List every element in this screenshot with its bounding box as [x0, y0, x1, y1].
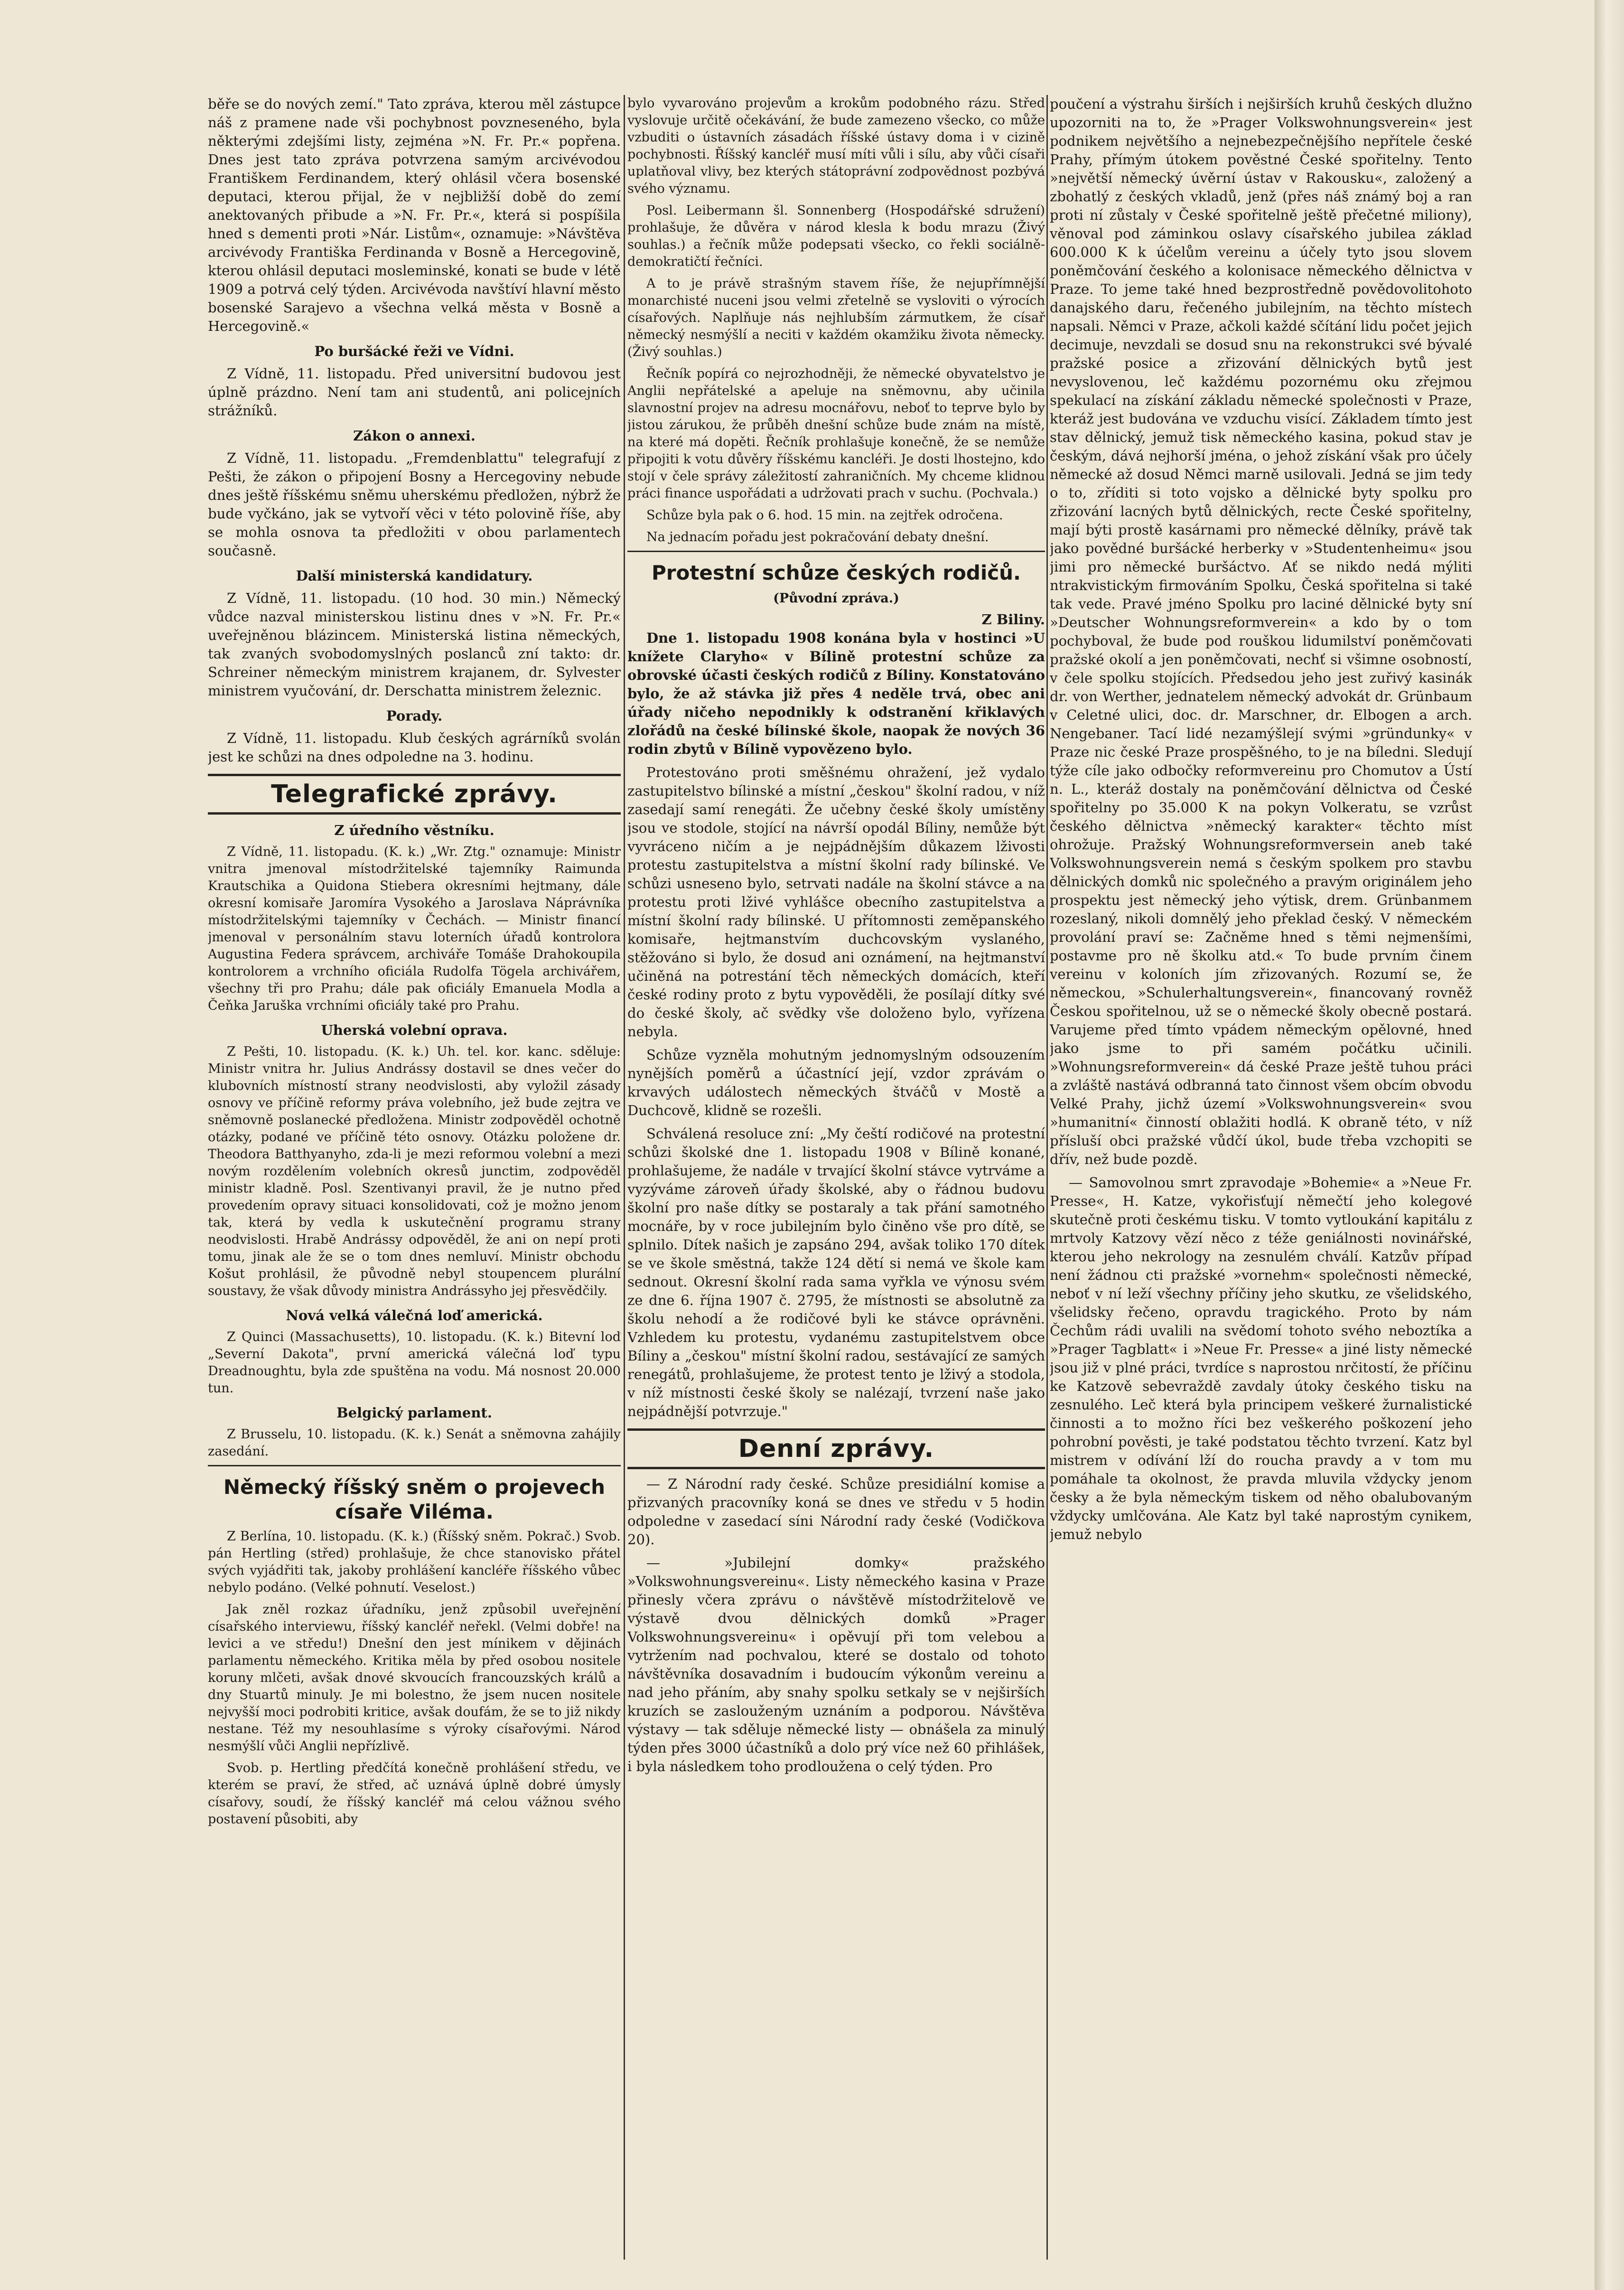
article-paragraph: — Samovolnou smrt zpravodaje »Bohemie« a »Neue Fr. Presse«, H. Katze, vykořisťují němečtí jeho kolegové skutečně proti českému tisku. V tomto vytloukání kapitálu z mrtvoly Katzovy vězí něco z téže geniálnosti novinářské, kterou jeho nekrology na zesnulém chválí. Katzův případ není žádnou cti pražské »vornehm« společnosti německé, neboť v ní leží všechny příčiny jeho skutku, ze všelidského, všelidsky řečeno, opravdu tragického. Proto by nám Čechům rádi uvalili na svědomí tohoto svého neboztíka a »Prager Tagblatt« i »Neue Fr. Presse« a jiné listy německé jsou již v plné práci, tvrdíce s naprostou nrčitostí, že příčinu ke Katzově sebevraždě zavdaly útoky českého tisku na zesnulého. Leč která byla principem veškeré žurnalistické činnosti a to možno říci bez veškerého poškození jeho pohrobní pověsti, je také podstatou těchto tvrzení. Katz byl mistrem v odívání lží do roucha pravdy a v tom mu pomáhale ta okolnost, že pravda mluvila vždycky jenom česky a že byla německým tiskem od něho obalubovaným vždycky umlčována. Ale Katz byl také naprostým cynikem, jemuž nebylo	[1050, 1174, 1472, 1542]
article-paragraph: Z Vídně, 11. listopadu. (10 hod. 30 min.) Německý vůdce nazval ministerskou listinu dnes v »N. Fr. Pr.« uveřejněnou blázincem. Ministerská listina německých, tak zvaných svobodomyslných poslanců zní takto: dr. Schreiner německým ministrem krajanem, dr. Sylvester ministrem vyučování, dr. Derschatta ministrem železnic.	[208, 590, 621, 699]
article-paragraph: Z Quinci (Massachusetts), 10. listopadu. (K. k.) Bitevní loď „Severní Dakota", první americká válečná loď typu Dreadnoughtu, byla zde spuštěna na vodu. Má nosnost 20.000 tun.	[208, 1330, 621, 1396]
dateline-place: Z Biliny.	[981, 611, 1045, 628]
article-paragraph: Posl. Leibermann šl. Sonnenberg (Hospodářské sdružení) prohlašuje, že důvěra v národ klesla k bodu mrazu (Živý souhlas.) a řečník může podepsati všecko, co řekli sociálně-demokratičtí řečníci.	[627, 203, 1045, 269]
article-paragraph: Z Brusselu, 10. listopadu. (K. k.) Senát a sněmovna zahájily zasedání.	[208, 1427, 621, 1459]
article-paragraph: Z Vídně, 11. listopadu. Klub českých agrárníků svolán jest ke schůzi na dnes odpoledne na 3. hodinu.	[208, 730, 621, 765]
page-edge	[1595, 0, 1624, 2290]
article-paragraph: běře se do nových zemí." Tato zpráva, kterou měl zástupce náš z pramene nade vši pochybnost povzneseného, byla některými zdejšími listy, zejména »N. Fr. Pr.« popřena. Dnes jest tato zpráva potvrzena samým arcivévodou Františkem Ferdinandem, který ohlásil včera bosenské deputaci, kterou přijal, že v nejbližší době do zemí anektovaných přibude a »N. Fr. Pr.«, která si pospíšila hned s dementi proti »Nár. Listům«, oznamuje: »Návštěva arcivévody Františka Ferdinanda v Bosně a Hercegovině, kterou ohlásil deputaci mosleminské, konati se bude v létě 1909 a potrvá celý týden. Arcivévoda navštíví hlavní město bosenské Sarajevo a všechna velká města v Bosně a Hercegovině.«	[208, 96, 621, 334]
divider	[208, 1465, 621, 1466]
article-paragraph: A to je právě strašným stavem říše, že nejupřímnější monarchisté nuceni jsou velmi zřetelně se vysloviti o výrocích císařových. Naplňuje nás nejhlubším zármutkem, že císař německý nesmýšlí a neciti v každém okamžiku života německy. (Živý souhlas.)	[627, 276, 1045, 359]
headline-subtitle: (Původní zpráva.)	[773, 591, 899, 606]
article-paragraph: Schůze byla pak o 6. hod. 15 min. na zejtřek odročena.	[646, 508, 1003, 523]
column-3	[1050, 95, 1472, 2260]
article-paragraph: Na jednacím pořadu jest pokračování debaty dnešní.	[646, 530, 989, 544]
column-2	[627, 95, 1045, 2260]
article-headline: Německý říšský sněm o projevech císaře Viléma.	[223, 1475, 606, 1523]
article-paragraph: Svob. p. Hertling předčítá konečně prohlášení středu, ve kterém se praví, že střed, ač uznává úplně dobré úmysly císařovy, soudí, že říšský kancléř má celou vážnou svého postavení působiti, aby	[208, 1761, 621, 1827]
subheading: Uherská volební oprava.	[321, 1022, 508, 1038]
subheading: Z úředního věstníku.	[334, 822, 495, 838]
article-paragraph: Řečník popírá co nejrozhodněji, že německé obyvatelstvo je Anglii nepřátelské a apeluje na sněmovnu, aby učinila slavnostní projev na adresu mocnářovu, neboť to teprve bylo by jistou zárukou, že průběh dnešní schůze bude znám na místě, na které má dopěti. Řečník prohlašuje konečně, že se nemůže připojiti k votu důvěry říšskému kancléři. Je dosti lhostejno, kdo stojí v čele správy záležitostí zahraničních. My chceme klidnou práci finance uspořádati a udržovati prach v suchu. (Pochvala.)	[627, 366, 1045, 501]
article-paragraph: Dne 1. listopadu 1908 konána byla v hostinci »U knížete Claryho« v Bílině protestní schůze za obrovské účasti českých rodičů z Bíliny. Konstatováno bylo, že až stávka již přes 4 neděle trvá, obec ani úřady ničeho nepodnikly k odstranění křiklavých zlořádů na české bílinské škole, naopak že nových 36 rodin zbytů v Bílině vypovězeno bylo.	[627, 630, 1045, 757]
article-paragraph: Jak zněl rozkaz úřadníku, jenž způsobil uveřejnění císařského interviewu, říšský kancléř neřekl. (Velmi dobře! na levici a ve středu!) Dnešní den jest mínikem v dějinách parlamentu německého. Kritika měla by před osobou nositele koruny mlčeti, avšak dnové skvoucích francouzských králů a dny Stuartů minuly. Je mi bolestno, že jsem nucen nositele nejvyšší moci podrobiti kritice, avšak doufám, že se to již nikdy nestane. Též my nesouhlasíme s výroky císařovými. Národ nesmýšlí vůči Anglii nepřízlivě.	[208, 1602, 621, 1754]
article-paragraph: bylo vyvarováno projevům a krokům podobného rázu. Střed vyslovuje určitě očekávání, že bude zamezeno všecko, co může vzbuditi o ústavních zásadách říšské ústavy doma i v cizině pochybnosti. Říšský kancléř musí míti vůli i sílu, aby vůči císaři uplatňoval vlivy, bez kterých státoprávní zodpovědnost pozbývá svého významu.	[627, 96, 1045, 196]
subheading: Po buršácké řeži ve Vídni.	[314, 343, 514, 359]
article-headline: Protestní schůze českých rodičů.	[651, 561, 1021, 584]
subheading: Zákon o annexi.	[353, 428, 476, 444]
article-paragraph: Protestováno proti směšnému ohražení, jež vydalo zastupitelstvo bílinské a místní „českou" školní radou, v níž zasedají samí renegáti. Že učebny české školy umístěny jsou ve stodole, stojící na návrší opodál Bíliny, nemůže být vyvráceno ničím a je nejpádnějším důkazem lživosti protestu zastupitelstva a místní školní rady bílinské. Ve schůzi usneseno bylo, setrvati nadále na školní stávce a na protestu proti lživé vyhlášce obecního zastupitelstva a místní školní rady bílinské. U přítomnosti zeměpanského komisaře, hejtmanstvím duchcovským vyslaného, stěžováno si bylo, že dosud ani oznámení, na hejtmanství učiněná na potrestání těch německých domácích, kteří české rodiny proto z bytu vypověděli, že posílají dítky své do české školy, ač svědky vše doloženo bylo, vyřízena nebyla.	[627, 764, 1045, 1040]
column-rule	[1046, 95, 1048, 2260]
article-paragraph: — »Jubilejní domky« pražského »Volkswohnungsvereinu«. Listy německého kasina v Praze přinesly včera zprávu o návštěvě místodržitelově ve výstavě dvou dělnických domků »Prager Volkswohnungsvereinu« i opěvují při tom velebou a vytržením nad pochvalou, které se dostalo od tohoto návštěvníka dosavadním i budoucím výkonům vereinu a nad jeho přáním, aby snahy spolku setkaly se v nejširších kruzích se zaslouženým uznáním a podporou. Návštěva výstavy — tak sděluje německé listy — obnášela za minulý týden přes 3000 účastníků a dolo prý více než 60 přihlášek, i byla následkem toho prodloužena o celý týden. Pro	[627, 1555, 1045, 1774]
article-paragraph: Z Berlína, 10. listopadu. (K. k.) (Říšský sněm. Pokrač.) Svob. pán Hertling (střed) prohlašuje, že chce stanovisko přátel svých vyjádřiti tak, jakoby prohlášení kancléře říšského vůbec nebylo podáno. (Velké pohnutí. Veselost.)	[208, 1529, 621, 1595]
section-title: Telegrafické zprávy.	[208, 774, 621, 815]
section-title: Denní zprávy.	[627, 1428, 1045, 1469]
article-paragraph: Schůze vyzněla mohutným jednomyslným odsouzením nynějších poměrů a účastnící její, vzdor zprávám o krvavých událostech německých štváčů v Mostě a Duchcově, klidně se rozešli.	[627, 1047, 1045, 1118]
article-paragraph: Z Vídně, 11. listopadu. „Fremdenblattu" telegrafují z Pešti, že zákon o připojení Bosny a Hercegoviny nebude dnes ještě říšskému sněmu uherskému předložen, nýbrž že bude vyčkáno, jak se vytvoří věci v této polovině říše, aby se mohla osnova ta předložiti v obou parlamentech současně.	[208, 450, 621, 559]
article-paragraph: — Z Národní rady české. Schůze presidiální komise a přizvaných pracovníky koná se dnes ve středu v 5 hodin odpoledne v zasedací síni Národní rady české (Vodičkova 20).	[627, 1476, 1045, 1548]
article-paragraph: Z Vídně, 11. listopadu. Před universitní budovou jest úplně prázdno. Není tam ani studentů, ani policejních strážníků.	[208, 366, 621, 419]
column-rule	[624, 95, 625, 2260]
article-paragraph: Z Vídně, 11. listopadu. (K. k.) „Wr. Ztg." oznamuje: Ministr vnitra jmenoval místodržitelské tajemníky Raimunda Krautschika a Quidona Stiebera okresními hejtmany, dále okresní komisaře Jaromíra Vysokého a Jaroslava Náprávníka místodržitelskými tajemníky v Čechách. — Ministr financí jmenoval v personálním stavu loterních úřadů kontrolora Augustina Federa správcem, archiváře Tomáše Drahokoupila kontrolorem a vrchního oficiála Rudolfa Tögela archivářem, všechny tři pro Prahu; dále pak oficiály Emanuela Modla a Čeňka Jaruška vrchními oficiály také pro Prahu.	[208, 845, 621, 1013]
article-paragraph: poučení a výstrahu širších i nejširších kruhů českých dlužno upozorniti na to, že »Prager Volkswohnungsverein« jest podnikem největšího a nejnebezpečnějšího nepřítele české Prahy, přímým útokem pověstné České spořitelny. Tento »největší německý úvěrní ústav v Rakousku«, založený a zbohatlý z českých vkladů, jenž (přes náš známý boj a ran proti ní zůstaly v České spořitelně ještě přečetné miliony), věnoval pod záminkou oslavy císařského jubilea základ 600.000 K k účelům vereinu a účely tyto jsou slovem poněmčování českého a kolonisace německého dělnictva v Praze. To jeme také hned bezprostředně povědovolitohoto danajského daru, řečeného jubilejním, na těchto místech napsali. Němci v Praze, ačkoli každé sčítání lidu počet jejich decimuje, nevzdali se dosud snu na rekonstrukci své bývalé pražské posice a zřizování dělnických bytů jest nevyslovenou, leč každému pozornému oku zřejmou spekulací na získání základu německé společnosti v Praze, kteráž jest budována ve vzduchu visící. Základem tímto jest stav dělnický, jemuž tisk německého kasina, pokud stav je českým, dává nejhorší jména, o jehož získání však pro účely německé až dosud Němci marně usilovali. Jedná se jim tedy o to, zříditi si toto vojsko a dělnické byty spolku pro zřizování lacných bytů dělnických, recte České spořitelny, mají býti prostě kasárnami pro německé dělníky, právě tak jako povědné buršácké herberky v »Studentenheimu« jsou jimi pro německé buršáctvo. Ať se nikdo nedá mýliti ntrakvistickým firmováním Spolku, Česká spořitelna si také tak vede. Pravé jméno Spolku pro laciné dělnické byty sní »Deutscher Wohnungsreformverein« a kdo by o tom pochyboval, že bude pod rouškou lidumilství poněmčovati pražské okolí a jen poněmčovati, nechť si všimne osobností, v čele spolku stojících. Předsedou jeho jest zuřivý kasinák dr. von Werther, jednatelem německý advokát dr. Grünbaum v Celetné ulici, doc. dr. Marschner, dr. Elbogen a arch. Nengebaner. Tací lidé nezamýšlejí svými »gründunky« v Praze nic české Praze prospěšného, to je na bíledni. Sledují týže cíle jako odbočky reformvereinu pro Chomutov a Ústí n. L., kteráž dostaly na poněmčování dělnictva od České spořitelny po 35.000 K na pokyn Volkeratu, se vzrůst českého dělnictva »německý karakter« těchto míst ohrožuje. Pražský Wohnungsreformversein aneb také Volkswohnungsverein nemá s českým spolkem pro stavbu dělnických domků nic společného a pravým originálem jeho prospektu jest německý jeho výtisk, drem. Grünbanmem rozeslaný, nikoli domnělý jeho překlad český. V německém provolání praví se: Začněme hned s těmi nejmenšími, postavme pro ně školku atd.« To bude prvním činem vereinu v koloních jím zřizovaných. Rozumí se, že německou, »Schulerhaltungsverein«, financovaný rovněž Českou spořitelnou, už se o německé školy obecně postará. Varujeme před tímto vpádem německým opělovné, hned jako jsme to při samém počátku učinili. »Wohnungsreformverein« dá české Praze ještě tuhou práci a zvláště nastává odbranná tato činnost všem obcím obvodu Velké Prahy, jichž území »Volkswohnungsverein« svou »humanitní« činností oblažiti hodlá. K obraně této, v níž přísluší obci pražské vůdčí úkol, bude třeba vzchopiti se dřív, než bude pozdě.	[1050, 96, 1472, 1167]
article-paragraph: Schválená resoluce zní: „My čeští rodičové na protestní schůzi školské dne 1. listopadu 1908 v Bílině konané, prohlašujeme, že nadále v trvající školní stávce vytrváme a vyzýváme zároveň úřady školské, aby o řádnou budovu školní pro naše dítky se postaraly a tak přání samotného mocnáře, by v roce jubilejním bylo činěno vše pro dítě, se splnilo. Dítek našich je zapsáno 294, avšak toliko 170 dítek se ve škole směstná, takže 124 dětí si nemá ve škole kam sednout. Okresní školní rada sama vyřkla ve výnosu svém ze dne 6. října 1907 č. 2795, že místnosti se absolutně za školu nehodí a že rodičové byli ke stávce oprávněni. Vzhledem ku protestu, vydanému zastupitelstvem obce Bíliny a „českou" místní školní radou, sestávající ze samých renegátů, prohlašujeme, že protest tento je lživý a stodola, v níž místnosti české školy se nalézají, tvrzení naše jako nejpádnější potvrzuje."	[627, 1126, 1045, 1419]
subheading: Belgický parlament.	[336, 1405, 492, 1421]
article-paragraph: Z Pešti, 10. listopadu. (K. k.) Uh. tel. kor. kanc. sděluje: Ministr vnitra hr. Julius Andrássy dostavil se dnes večer do klubovních místností strany neodvislosti, aby vyložil zásady osnovy ve příčině reformy práva volebního, jež bude zejtra ve sněmovně poslanecké předložena. Ministr zodpověděl ochotně otázky, podané ve příčině této osnovy. Otázku položene dr. Theodora Batthyanyho, zda-li je mezi reformou volební a mezi novým rozdělením volebních okresů junctim, zodpověděl ministr kladně. Posl. Szentivanyi pravil, že je nutno před provedením opravy situaci konsolidovati, což je možno jenom tak, která by vedla k uskutečnění programu strany neodvislosti. Hrabě Andrássy odpověděl, že ani on nepí proti tomu, jinak ale že se o tom dnes nemluví. Ministr obchodu Košut prohlásil, že původně nebyl stoupencem plurální soustavy, že však důvody ministra Andrássyho jej přesvědčily.	[208, 1044, 621, 1298]
divider	[627, 551, 1045, 552]
subheading: Další ministerská kandidatury.	[296, 568, 533, 584]
subheading: Porady.	[386, 708, 443, 724]
subheading: Nová velká válečná loď americká.	[286, 1307, 543, 1323]
column-1	[208, 95, 621, 2260]
